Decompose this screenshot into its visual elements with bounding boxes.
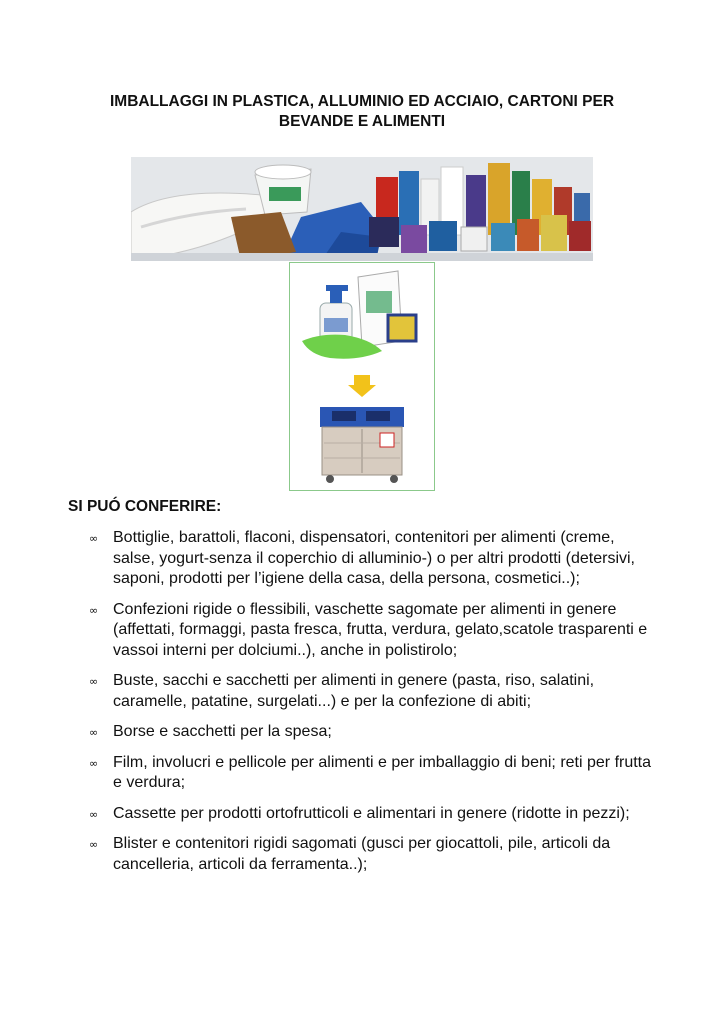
accepted-items-list [0,528,724,885]
recycling-diagram-illustration [290,263,434,490]
list-item-text: Film, involucri e pellicole per alimenti e per imballaggio di beni; reti per frutta e verdura; [113,753,652,791]
bullet-symbol: ∞ [89,756,99,770]
list-item-text: Buste, sacchi e sacchetti per alimenti in genere (pasta, riso, salatini, caramelle, patatine, surgelati...) e per la confezione di abiti; [113,672,595,710]
list-item [0,671,724,712]
list-item [0,834,724,875]
bullet-symbol: ∞ [89,532,99,545]
packaging-photo [131,157,593,261]
bullet-symbol: ∞ [89,675,99,688]
list-item-text: Blister e contenitori rigidi sagomati (gusci per giocattoli, pile, articoli da cancelleria, articoli da ferramenta..); [113,835,611,873]
list-item [0,722,724,743]
packaging-illustration [131,157,593,261]
title-line-2: BEVANDE E ALIMENTI [278,113,446,130]
list-item [0,600,724,662]
title-line-1: IMBALLAGGI IN PLASTICA, ALLUMINIO ED ACCIAIO, CARTONI PER [109,93,615,110]
list-item-text: Borse e sacchetti per la spesa; [113,723,332,740]
list-item [0,753,724,794]
list-item-text: Bottiglie, barattoli, flaconi, dispensatori, contenitori per alimenti (creme, salse, yogurt-senza il coperchio di alluminio-) o per altri prodotti (detersivi, saponi, prodotti per l’igiene della casa, della persona, cosmetici..); [113,529,635,587]
bullet-symbol: ∞ [89,838,99,851]
section-heading: SI PUÓ CONFERIRE: [68,498,222,515]
list-item-text: Confezioni rigide o flessibili, vaschette sagomate per alimenti in genere (affettati, formaggi, pasta fresca, frutta, verdura, gelato,scatole trasparenti e vassoi interni per dolciumi..), anche in polistirolo; [113,600,648,659]
page-title [70,92,654,132]
bullet-symbol: ∞ [89,726,99,739]
recycling-bin-diagram [289,262,435,491]
list-item-text: Cassette per prodotti ortofrutticoli e alimentari in genere (ridotte in pezzi); [113,804,630,822]
bullet-symbol: ∞ [89,603,99,617]
list-item [0,528,724,590]
bullet-symbol: ∞ [89,807,99,821]
list-item [0,804,724,825]
